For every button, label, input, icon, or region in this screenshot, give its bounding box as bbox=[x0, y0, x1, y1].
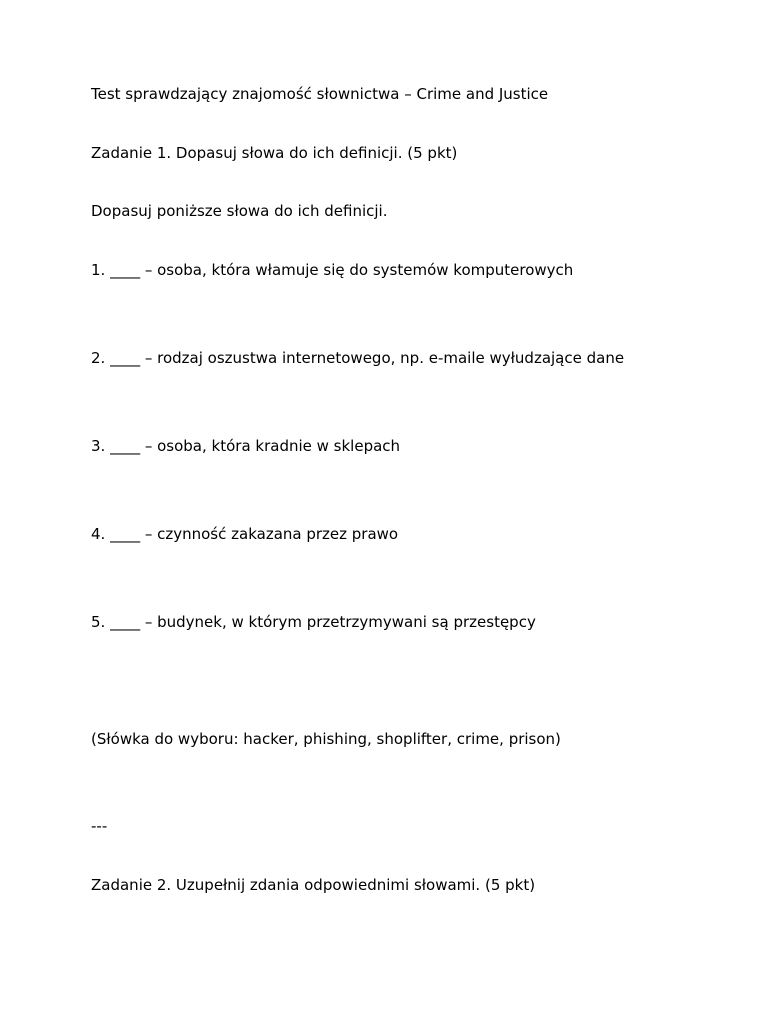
task1-heading: Zadanie 1. Dopasuj słowa do ich definicji. (5 pkt) bbox=[91, 144, 458, 162]
task1-item-1: 1. ____ – osoba, która włamuje się do systemów komputerowych bbox=[91, 261, 574, 279]
section-separator: --- bbox=[91, 817, 108, 835]
task2-heading: Zadanie 2. Uzupełnij zdania odpowiednimi słowami. (5 pkt) bbox=[91, 876, 536, 894]
task1-item-2: 2. ____ – rodzaj oszustwa internetowego, np. e-maile wyłudzające dane bbox=[91, 349, 625, 367]
task1-item-5: 5. ____ – budynek, w którym przetrzymywani są przestępcy bbox=[91, 613, 536, 631]
task1-item-4: 4. ____ – czynność zakazana przez prawo bbox=[91, 525, 399, 543]
task1-word-bank: (Słówka do wyboru: hacker, phishing, shoplifter, crime, prison) bbox=[91, 730, 561, 748]
document-title: Test sprawdzający znajomość słownictwa – Crime and Justice bbox=[91, 85, 549, 103]
task1-item-3: 3. ____ – osoba, która kradnie w sklepach bbox=[91, 437, 401, 455]
task1-instruction: Dopasuj poniższe słowa do ich definicji. bbox=[91, 202, 388, 220]
